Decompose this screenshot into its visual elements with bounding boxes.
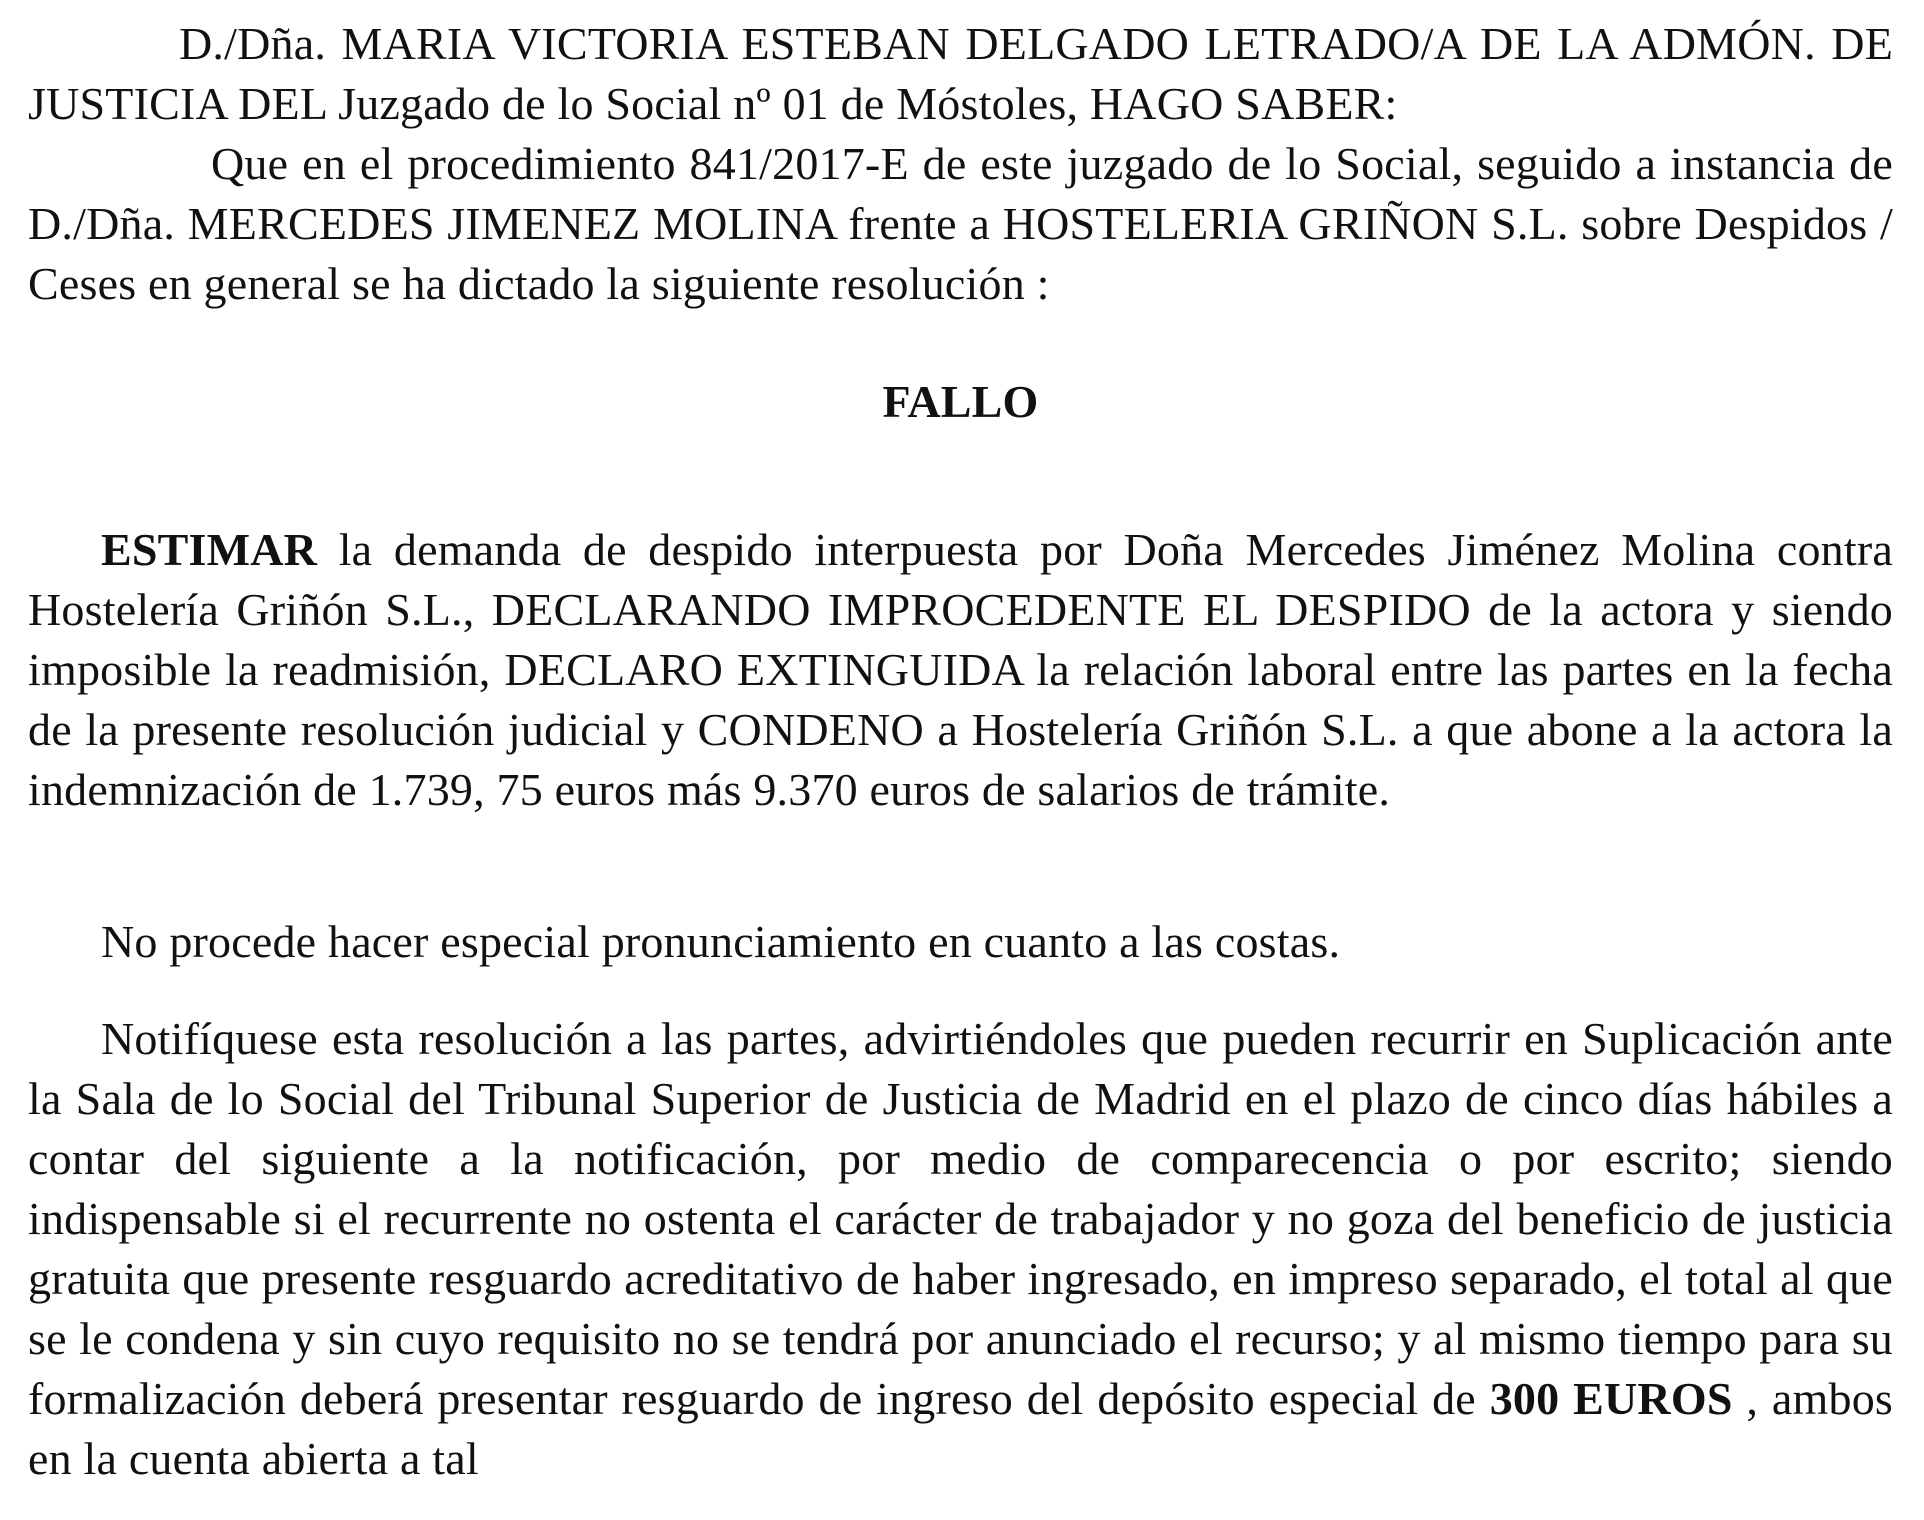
document-page xyxy=(28,14,1893,1484)
notice-block xyxy=(28,1009,1893,1489)
costs-block xyxy=(28,912,1893,972)
notice-paragraph xyxy=(28,1009,1893,1489)
notice-text-end: , ambos en la cuenta abierta a tal xyxy=(28,1373,1893,1484)
notice-text: Notifíquese esta resolución a las partes, advirtiéndoles que pueden recurrir en Suplicación ante la Sala de lo Social del Tribunal Superior de Justicia de Madrid en el plazo de cinco días hábiles a contar del siguiente a la notificación, por medio de comparecencia o por escrito; siendo indispensable si el recurrente no ostenta el carácter de trabajador y no goza del beneficio de justicia gratuita que presente resguardo acreditativo de haber ingresado, en impreso separado, el total al que se le condena y sin cuyo requisito no se tendrá por anunciado el recurso; y al mismo tiempo para su formalización deberá presentar resguardo de ingreso del depósito especial de xyxy=(28,1013,1893,1424)
ruling-paragraph xyxy=(28,520,1893,820)
deposit-amount: 300 EUROS xyxy=(1489,1373,1733,1424)
ruling-lead-bold: ESTIMAR xyxy=(101,524,318,575)
ruling-text: la demanda de despido interpuesta por Doña Mercedes Jiménez Molina contra Hostelería Griñón S.L., DECLARANDO IMPROCEDENTE EL DESPIDO de la actora y siendo imposible la readmisión, DECLARO EXTINGUIDA la relación laboral entre las partes en la fecha de la presente resolución judicial y CONDENO a Hostelería Griñón S.L. a que abone a la actora la indemnización de 1.739, 75 euros más 9.370 euros de salarios de trámite. xyxy=(28,524,1893,815)
procedure-paragraph: Que en el procedimiento 841/2017-E de este juzgado de lo Social, seguido a instancia de D./Dña. MERCEDES JIMENEZ MOLINA frente a HOSTELERIA GRIÑON S.L. sobre Despidos / Ceses en general se ha dictado la siguiente resolución : xyxy=(28,138,1893,309)
clerk-header-paragraph: D./Dña. MARIA VICTORIA ESTEBAN DELGADO LETRADO/A DE LA ADMÓN. DE JUSTICIA DEL Juzgado de lo Social nº 01 de Móstoles, HAGO SABER: xyxy=(28,18,1893,129)
costs-paragraph: No procede hacer especial pronunciamiento en cuanto a las costas. xyxy=(101,916,1341,967)
ruling-block xyxy=(28,520,1893,820)
fallo-heading: FALLO xyxy=(882,376,1039,427)
